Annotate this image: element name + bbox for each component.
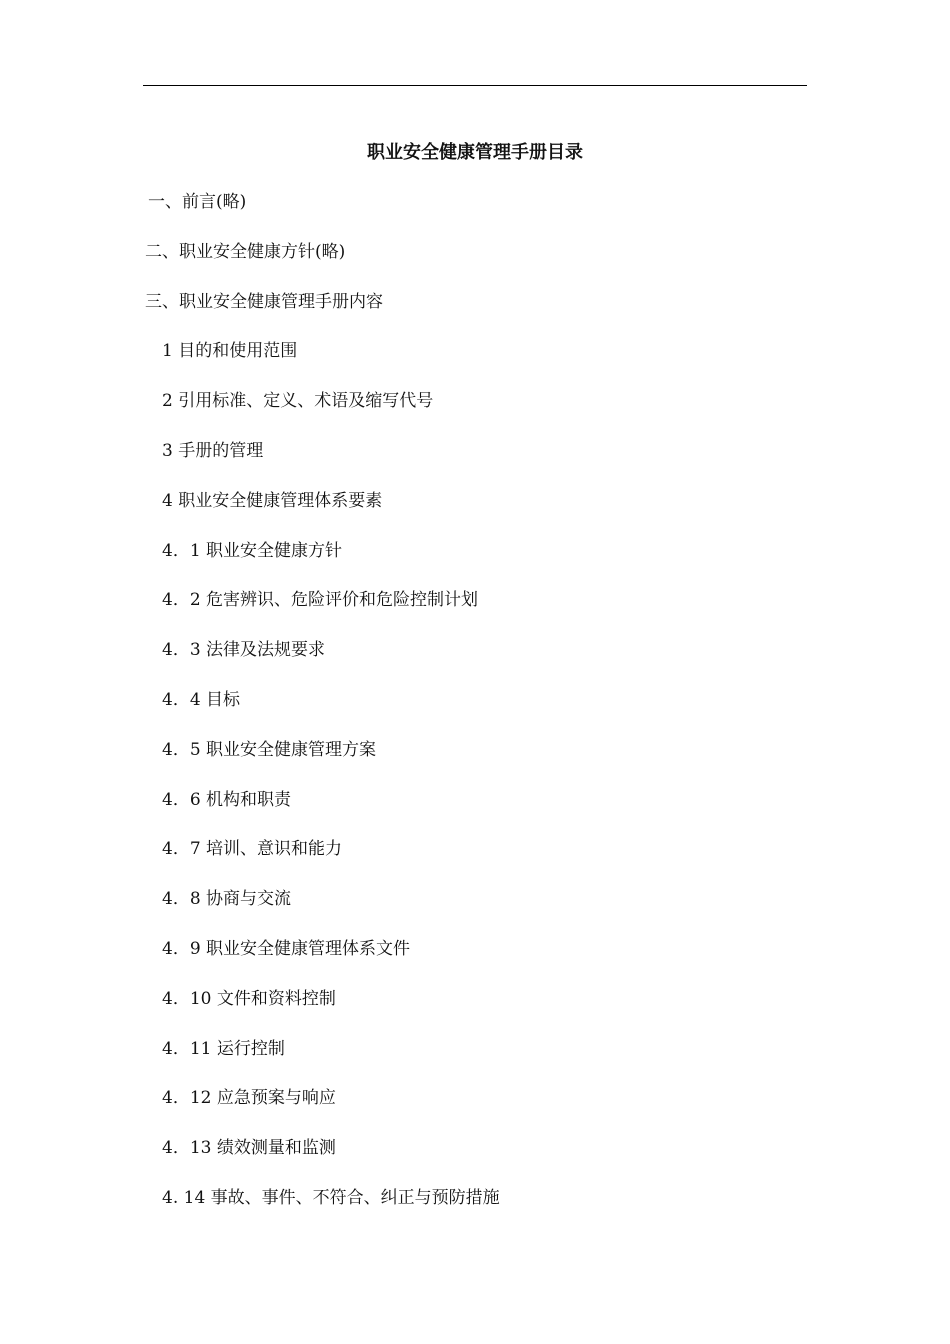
toc-entry: 4．10 文件和资料控制	[162, 989, 336, 1009]
toc-entry: 4 职业安全健康管理体系要素	[162, 491, 383, 511]
toc-entry: 三、职业安全健康管理手册内容	[145, 292, 383, 312]
toc-entry: 4．6 机构和职责	[162, 790, 292, 810]
toc-entry: 4．9 职业安全健康管理体系文件	[162, 939, 411, 959]
toc-entry: 2 引用标准、定义、术语及缩写代号	[162, 391, 434, 411]
toc-entry: 4．2 危害辨识、危险评价和危险控制计划	[162, 590, 479, 610]
toc-entry: 3 手册的管理	[162, 441, 264, 461]
toc-entry: 4．7 培训、意识和能力	[162, 839, 343, 859]
toc-entry: 4．13 绩效测量和监测	[162, 1138, 336, 1158]
header-rule	[143, 85, 807, 86]
document-title: 职业安全健康管理手册目录	[367, 142, 583, 163]
toc-entry: 4．3 法律及法规要求	[162, 640, 326, 660]
toc-entry: 4. 14 事故、事件、不符合、纠正与预防措施	[162, 1188, 500, 1208]
toc-entry: 4．11 运行控制	[162, 1039, 285, 1059]
toc-entry: 1 目的和使用范围	[162, 341, 298, 361]
toc-entry: 4．4 目标	[162, 690, 241, 710]
toc-entry: 4．8 协商与交流	[162, 889, 292, 909]
toc-entry: 4．5 职业安全健康管理方案	[162, 740, 377, 760]
toc-entry: 一、前言(略)	[148, 192, 247, 212]
toc-entry: 二、职业安全健康方针(略)	[145, 242, 346, 262]
toc-entry: 4．1 职业安全健康方针	[162, 541, 343, 561]
toc-entry: 4．12 应急预案与响应	[162, 1088, 336, 1108]
